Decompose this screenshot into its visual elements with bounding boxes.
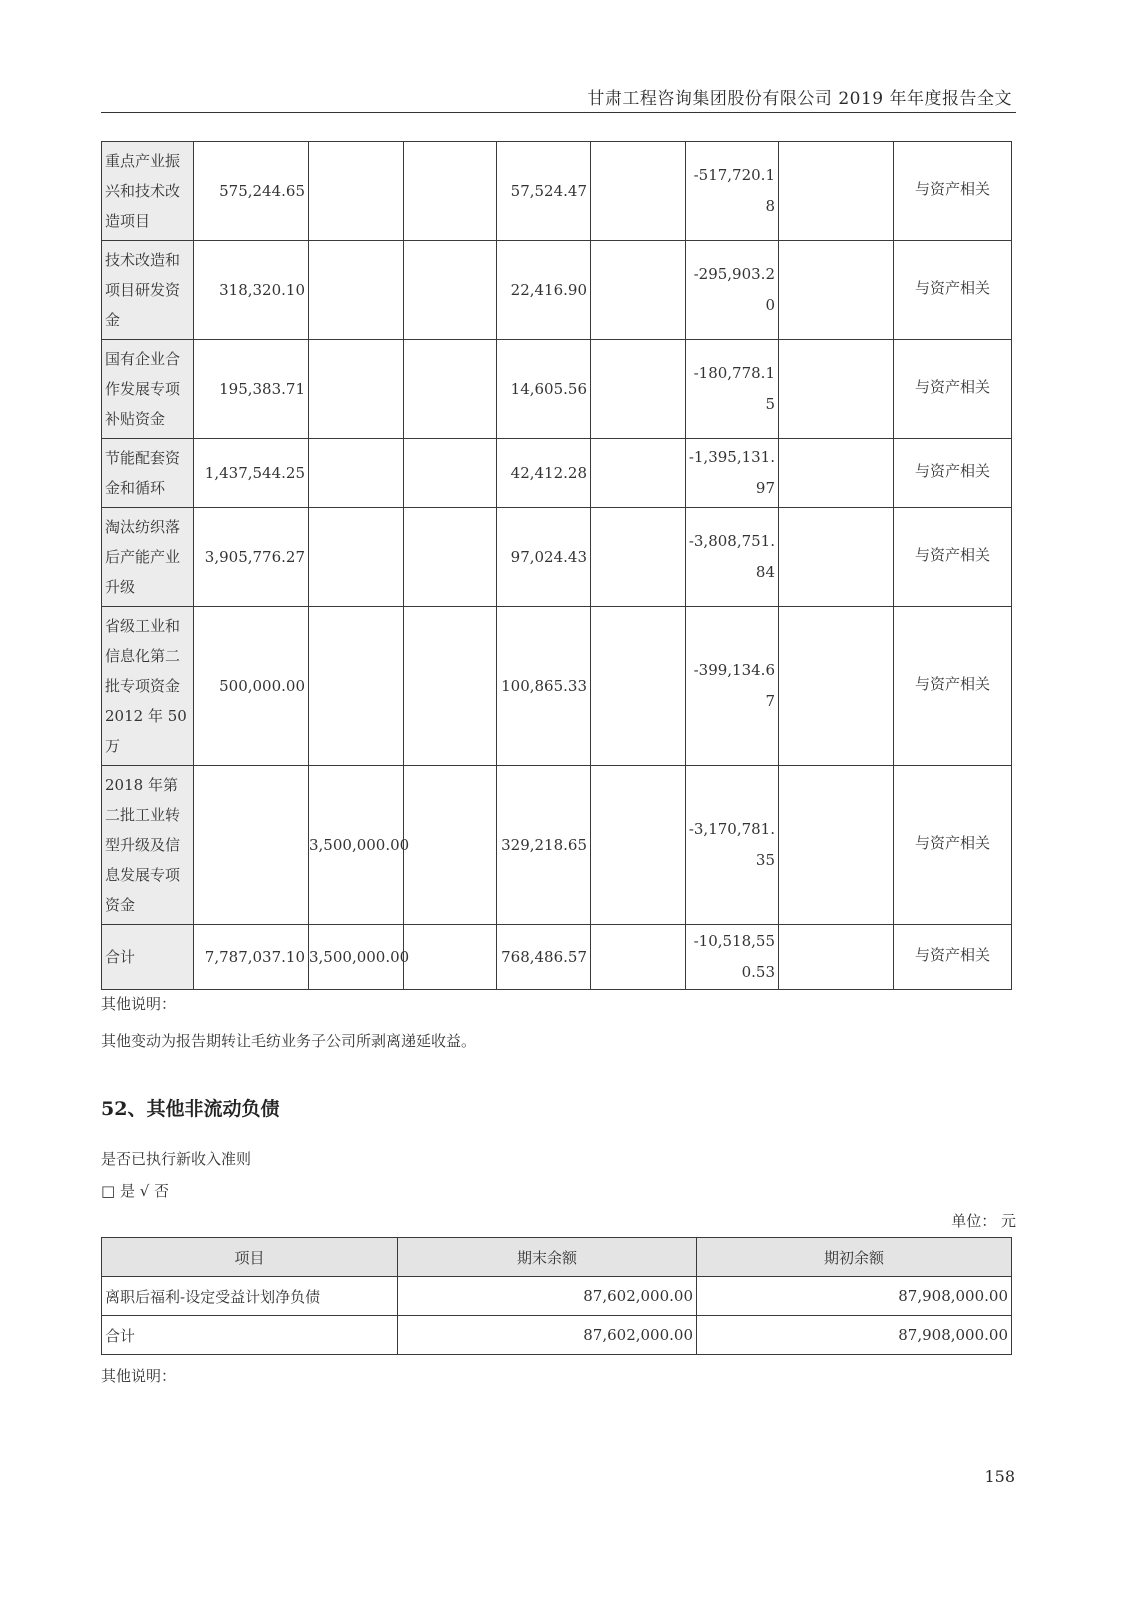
- to-non-operating-income: [404, 439, 497, 508]
- other-change: -295,903.20: [686, 241, 779, 340]
- revenue-standard-question: 是否已执行新收入准则: [101, 1150, 252, 1168]
- grant-item-name: 淘汰纺织落后产能产业升级: [102, 508, 194, 607]
- grant-item-name: 合计: [102, 925, 194, 990]
- opening-balance: 3,905,776.27: [194, 508, 309, 607]
- table-row: [102, 241, 1012, 340]
- liability-item: 合计: [102, 1316, 398, 1355]
- table-row: [102, 607, 1012, 766]
- closing-balance: 87,602,000.00: [398, 1277, 697, 1316]
- to-other-income: 97,024.43: [497, 508, 591, 607]
- cost-offset: [591, 439, 686, 508]
- table-row: [102, 766, 1012, 925]
- added-amount: [309, 142, 404, 241]
- cost-offset: [591, 340, 686, 439]
- to-other-income: 100,865.33: [497, 607, 591, 766]
- table-row: [102, 340, 1012, 439]
- other-notes-label: 其他说明：: [101, 995, 177, 1013]
- unit-label: 单位： 元: [951, 1212, 1016, 1230]
- to-non-operating-income: [404, 766, 497, 925]
- asset-income-type: 与资产相关: [894, 607, 1012, 766]
- to-other-income: 329,218.65: [497, 766, 591, 925]
- added-amount: [309, 340, 404, 439]
- asset-income-type: 与资产相关: [894, 340, 1012, 439]
- asset-income-type: 与资产相关: [894, 508, 1012, 607]
- to-other-income: 22,416.90: [497, 241, 591, 340]
- to-other-income: 768,486.57: [497, 925, 591, 990]
- table-row: [102, 142, 1012, 241]
- added-amount: 3,500,000.00: [309, 925, 404, 990]
- table-header-row: [102, 1238, 1012, 1277]
- closing-balance: [779, 607, 894, 766]
- other-notes-text: 其他变动为报告期转让毛纺业务子公司所剥离递延收益。: [101, 1032, 477, 1050]
- opening-balance: [194, 766, 309, 925]
- other-change: -1,395,131.97: [686, 439, 779, 508]
- cost-offset: [591, 142, 686, 241]
- closing-balance: [779, 241, 894, 340]
- cost-offset: [591, 508, 686, 607]
- opening-balance: 195,383.71: [194, 340, 309, 439]
- to-other-income: 57,524.47: [497, 142, 591, 241]
- opening-balance: 87,908,000.00: [697, 1316, 1012, 1355]
- table-row: [102, 925, 1012, 990]
- asset-income-type: 与资产相关: [894, 142, 1012, 241]
- closing-balance: 87,602,000.00: [398, 1316, 697, 1355]
- grant-item-name: 技术改造和项目研发资金: [102, 241, 194, 340]
- closing-balance: [779, 439, 894, 508]
- to-non-operating-income: [404, 508, 497, 607]
- column-header: 期末余额: [398, 1238, 697, 1277]
- added-amount: [309, 241, 404, 340]
- section-heading: 52、其他非流动负债: [101, 1098, 280, 1120]
- table-row: [102, 439, 1012, 508]
- asset-income-type: 与资产相关: [894, 241, 1012, 340]
- to-non-operating-income: [404, 925, 497, 990]
- grant-item-name: 重点产业振兴和技术改造项目: [102, 142, 194, 241]
- other-change: -517,720.18: [686, 142, 779, 241]
- closing-balance: [779, 142, 894, 241]
- cost-offset: [591, 766, 686, 925]
- table-row: [102, 1316, 1012, 1355]
- page-header: [101, 84, 1016, 113]
- other-change: -399,134.67: [686, 607, 779, 766]
- to-non-operating-income: [404, 340, 497, 439]
- closing-balance: [779, 766, 894, 925]
- other-change: -3,170,781.35: [686, 766, 779, 925]
- footer-notes-label: 其他说明：: [101, 1367, 177, 1385]
- opening-balance: 318,320.10: [194, 241, 309, 340]
- report-title: 甘肃工程咨询集团股份有限公司 2019 年年度报告全文: [587, 89, 1012, 109]
- opening-balance: 500,000.00: [194, 607, 309, 766]
- table-row: [102, 508, 1012, 607]
- closing-balance: [779, 340, 894, 439]
- opening-balance: 87,908,000.00: [697, 1277, 1012, 1316]
- closing-balance: [779, 508, 894, 607]
- page-number: 158: [984, 1467, 1015, 1486]
- added-amount: 3,500,000.00: [309, 766, 404, 925]
- revenue-standard-choice: □ 是 √ 否: [101, 1182, 170, 1200]
- grant-item-name: 2018 年第二批工业转型升级及信息发展专项资金: [102, 766, 194, 925]
- added-amount: [309, 508, 404, 607]
- opening-balance: 7,787,037.10: [194, 925, 309, 990]
- asset-income-type: 与资产相关: [894, 925, 1012, 990]
- cost-offset: [591, 607, 686, 766]
- cost-offset: [591, 925, 686, 990]
- to-other-income: 14,605.56: [497, 340, 591, 439]
- liability-item: 离职后福利-设定受益计划净负债: [102, 1277, 398, 1316]
- to-non-operating-income: [404, 142, 497, 241]
- closing-balance: [779, 925, 894, 990]
- other-non-current-liabilities-table: [101, 1237, 1012, 1355]
- other-change: -10,518,550.53: [686, 925, 779, 990]
- column-header: 期初余额: [697, 1238, 1012, 1277]
- added-amount: [309, 607, 404, 766]
- to-other-income: 42,412.28: [497, 439, 591, 508]
- asset-income-type: 与资产相关: [894, 439, 1012, 508]
- to-non-operating-income: [404, 607, 497, 766]
- to-non-operating-income: [404, 241, 497, 340]
- government-grant-table: [101, 141, 1012, 990]
- column-header: 项目: [102, 1238, 398, 1277]
- opening-balance: 1,437,544.25: [194, 439, 309, 508]
- opening-balance: 575,244.65: [194, 142, 309, 241]
- grant-item-name: 节能配套资金和循环: [102, 439, 194, 508]
- other-change: -180,778.15: [686, 340, 779, 439]
- other-change: -3,808,751.84: [686, 508, 779, 607]
- table-row: [102, 1277, 1012, 1316]
- cost-offset: [591, 241, 686, 340]
- asset-income-type: 与资产相关: [894, 766, 1012, 925]
- added-amount: [309, 439, 404, 508]
- grant-item-name: 省级工业和信息化第二批专项资金 2012 年 50 万: [102, 607, 194, 766]
- grant-item-name: 国有企业合作发展专项补贴资金: [102, 340, 194, 439]
